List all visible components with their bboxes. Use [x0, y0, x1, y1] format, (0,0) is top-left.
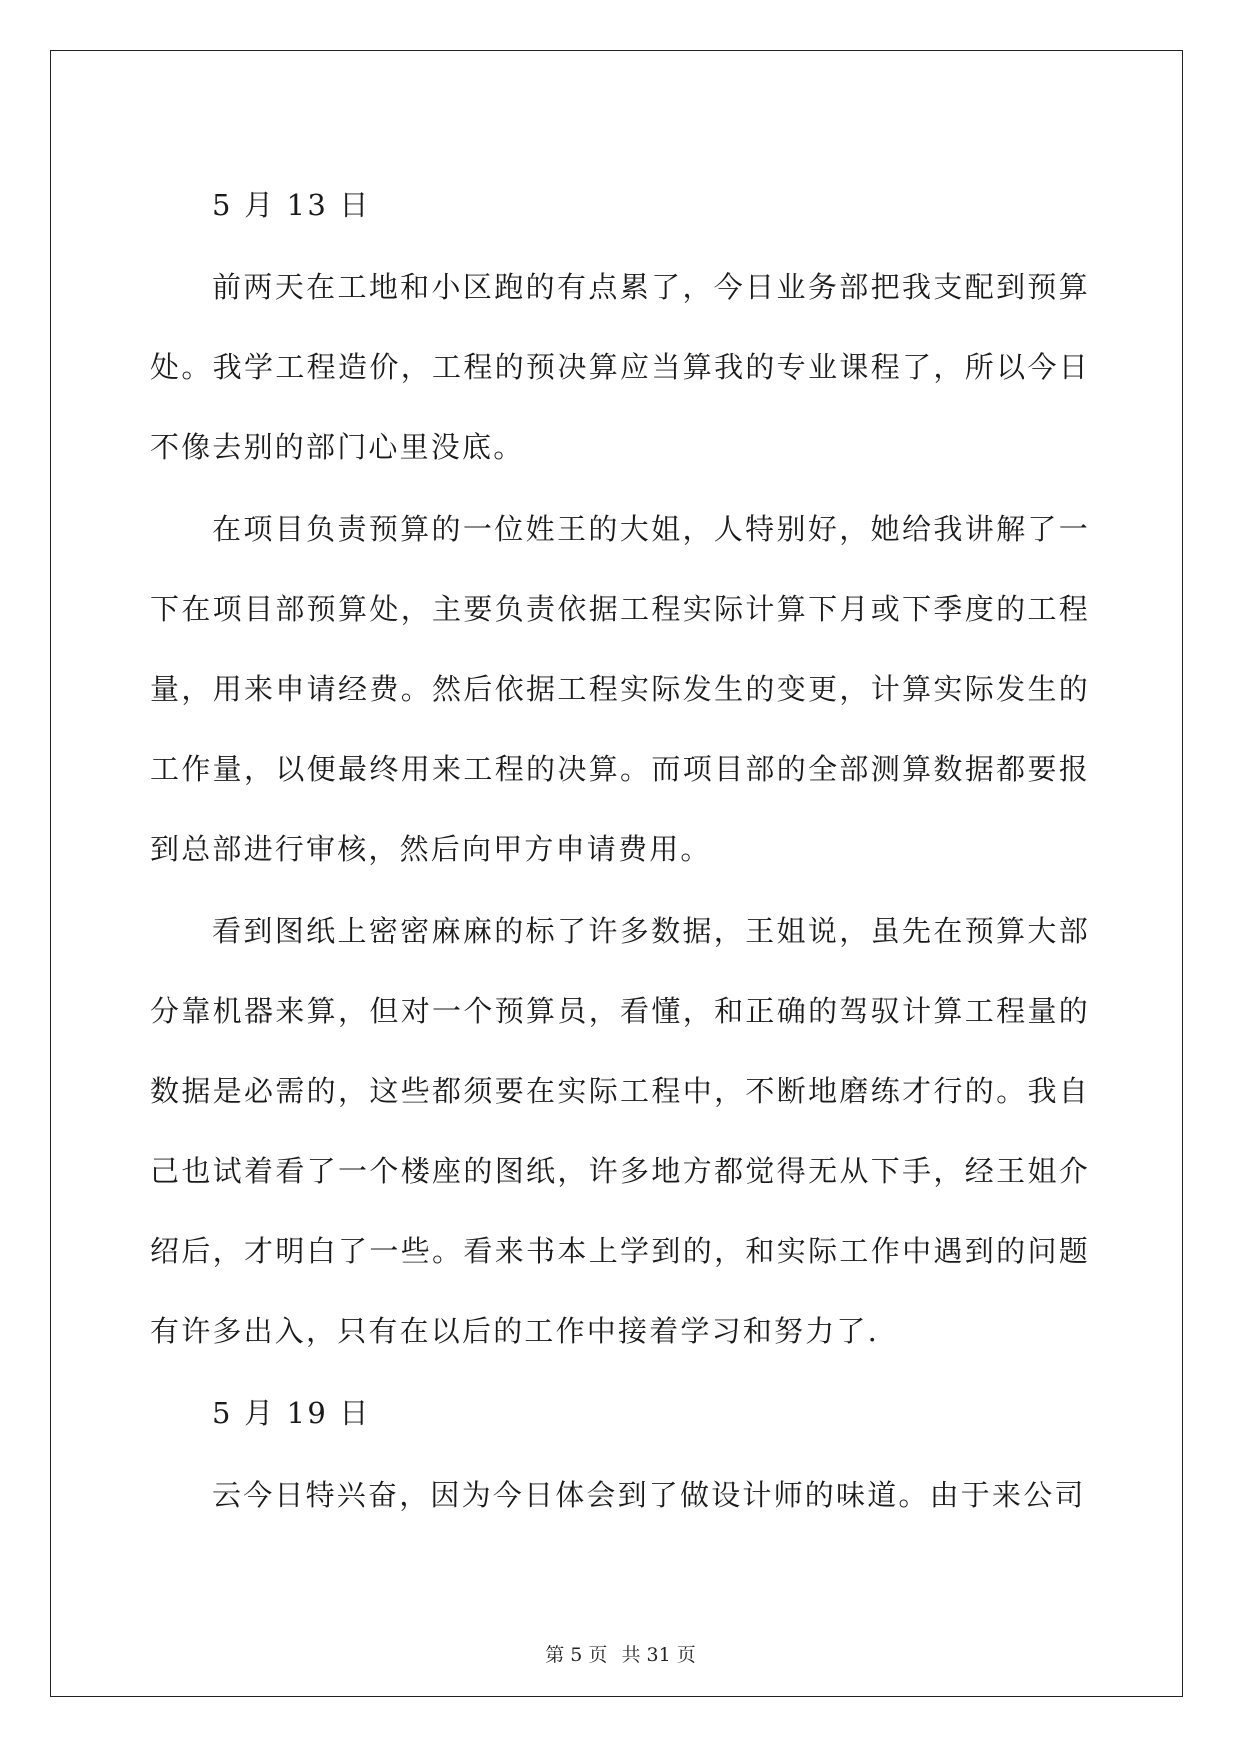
page-total: 共 31 页 [621, 1644, 696, 1666]
paragraph: 在项目负责预算的一位姓王的大姐，人特别好，她给我讲解了一下在项目部预算处，主要负责依据工程实际计算下月或下季度的工程量，用来申请经费。然后依据工程实际发生的变更，计算实际发生的工作量，以便最终用来工程的决算。而项目部的全部测算数据都要报到总部进行审核，然后向甲方申请费用。 [150, 512, 1090, 866]
paragraph: 看到图纸上密密麻麻的标了许多数据，王姐说，虽先在预算大部分靠机器来算，但对一个预算员，看懂，和正确的驾驭计算工程量的数据是必需的，这些都须要在实际工程中，不断地磨练才行的。我自己也试着看了一个楼座的图纸，许多地方都觉得无从下手，经王姐介绍后，才明白了一些。看来书本上学到的，和实际工作中遇到的问题有许多出入，只有在以后的工作中接着学习和努力了. [150, 914, 1090, 1348]
paragraph: 前两天在工地和小区跑的有点累了，今日业务部把我支配到预算处。我学工程造价，工程的预决算应当算我的专业课程了，所以今日不像去别的部门心里没底。 [150, 270, 1090, 464]
page-footer [0, 1640, 1241, 1667]
document-body [150, 165, 1090, 1537]
entry-date: 5 月 13 日 [212, 188, 371, 222]
entry-date: 5 月 19 日 [212, 1396, 371, 1430]
paragraph: 云今日特兴奋，因为今日体会到了做设计师的味道。由于来公司 [212, 1478, 1086, 1512]
page-number: 第 5 页 [545, 1644, 608, 1666]
